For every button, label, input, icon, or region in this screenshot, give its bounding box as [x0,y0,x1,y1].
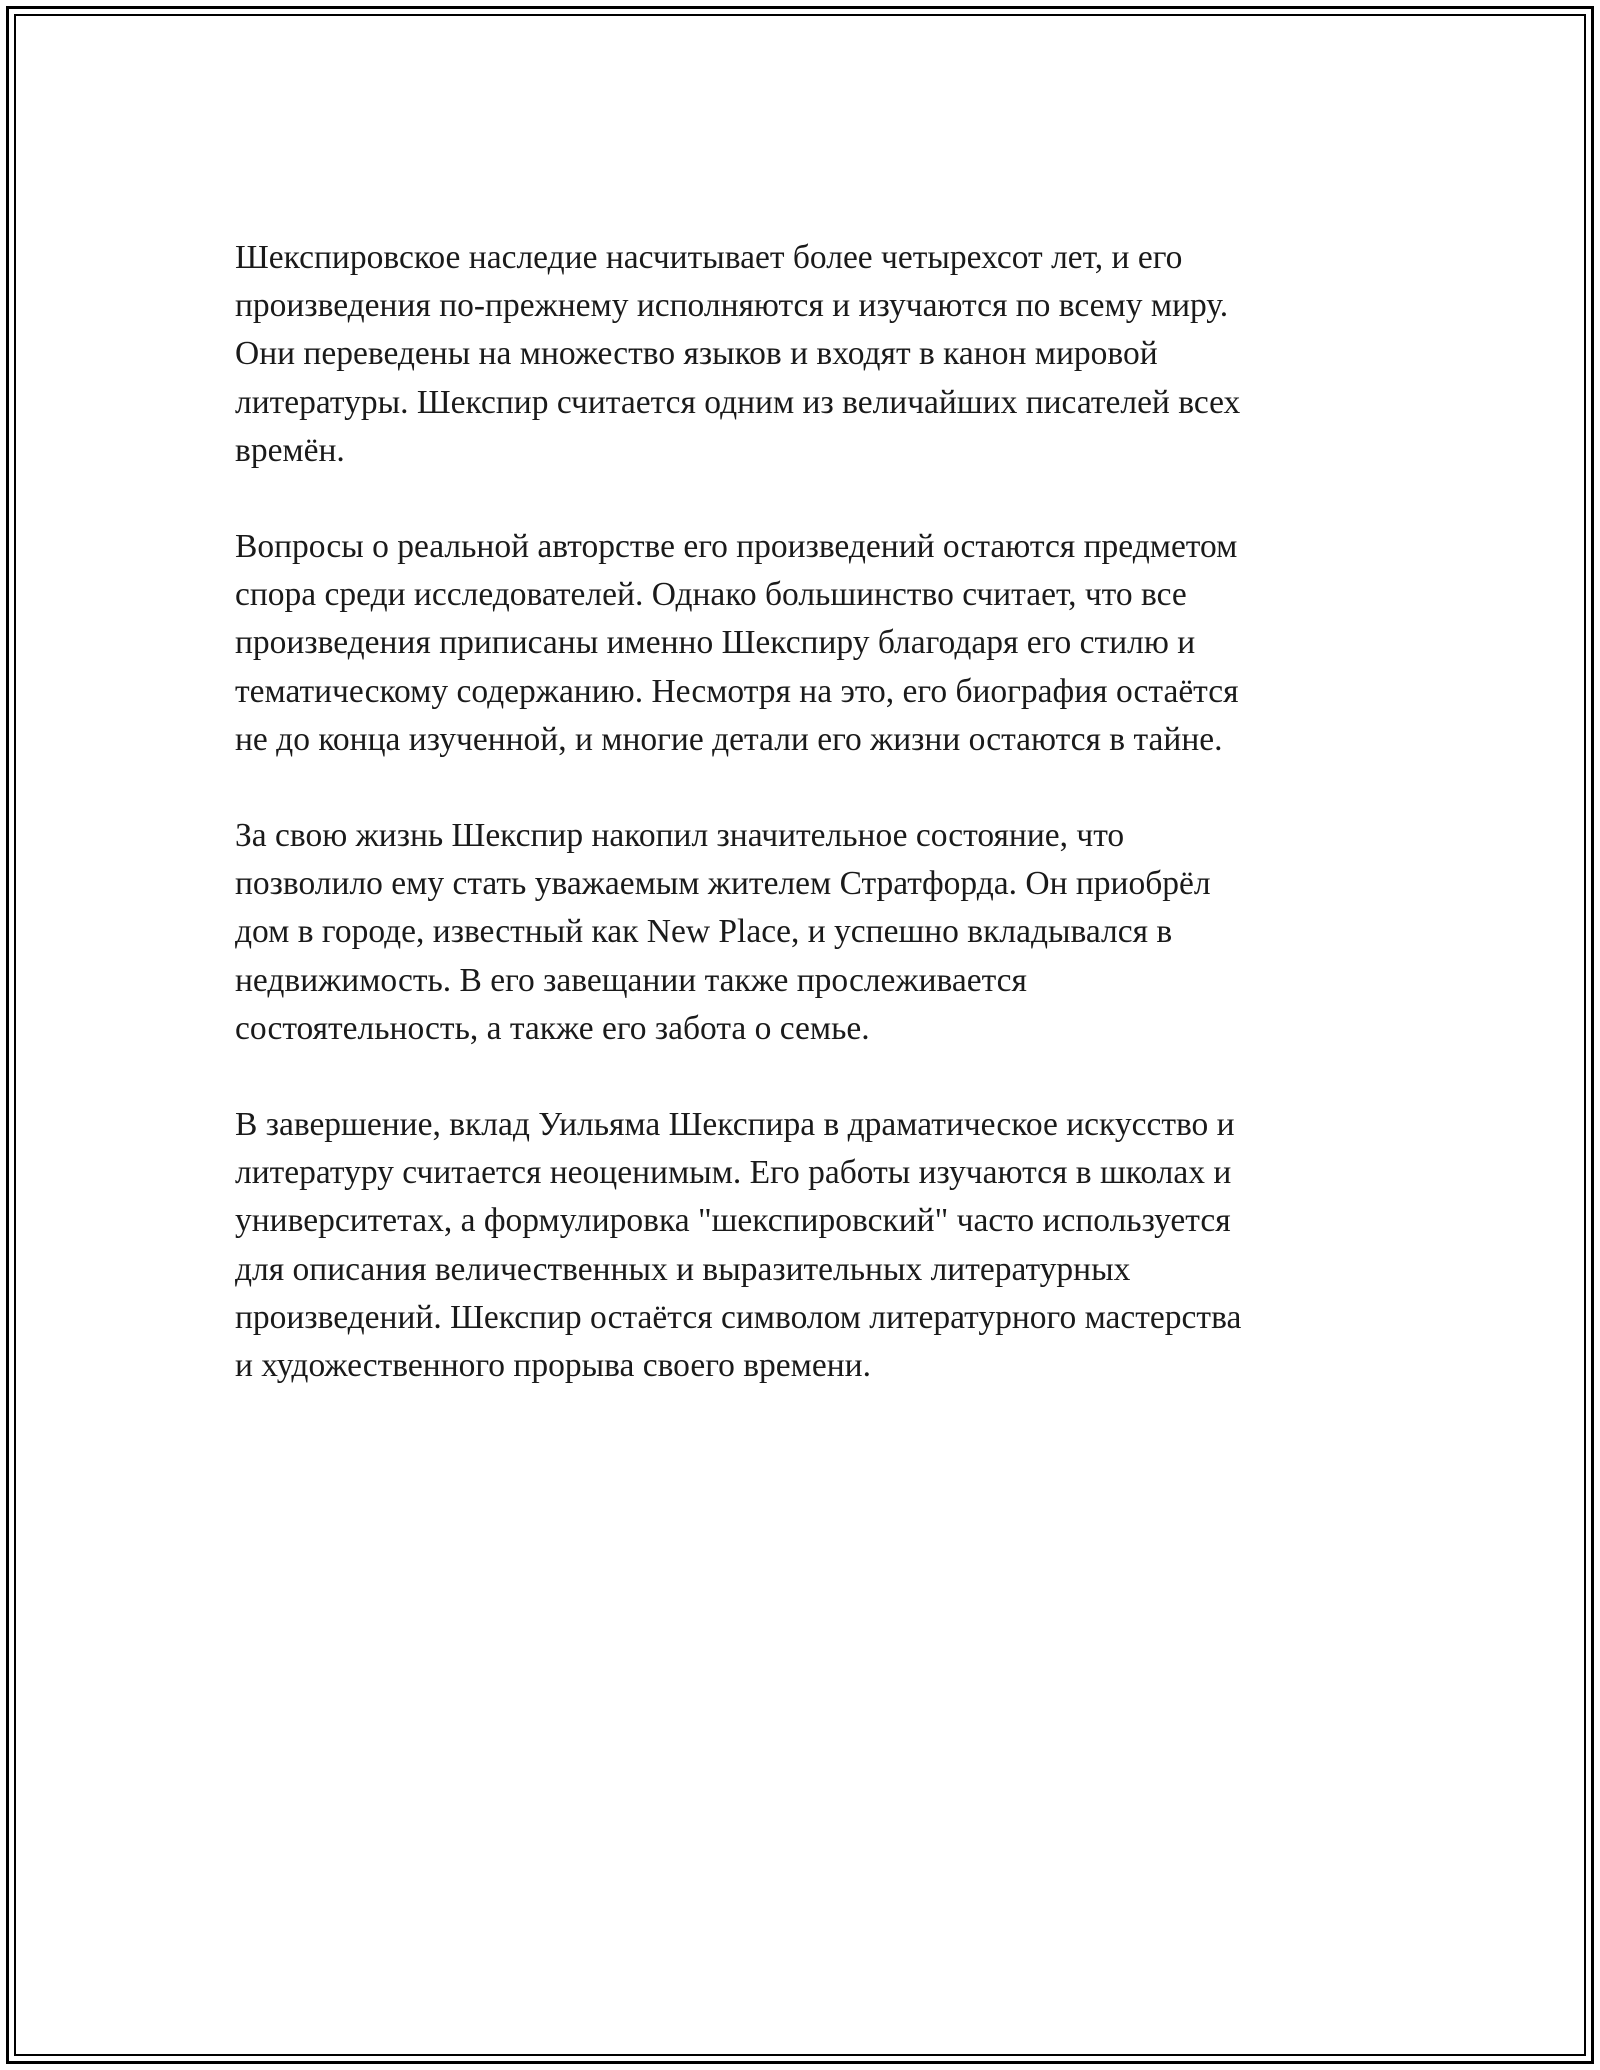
paragraph-4: В завершение, вклад Уильяма Шекспира в драматическое искусство и литературу считается неоценимым. Его работы изучаются в школах и университетах, а формулировка "шекспировский" часто используется для описания величественных и выразительных литературных произведений. Шекспир остаётся символом литературного мастерства и художественного прорыва своего времени. [235,1106,1242,1385]
paragraph-3: За свою жизнь Шекспир накопил значительное состояние, что позволило ему стать уважаемым жителем Стратфорда. Он приобрёл дом в городе, известный как New Place, и успешно вкладывался в недвижимость. В его завещании также прослеживается состоятельность, а также его забота о семье. [235,817,1211,1047]
paragraph-1: Шекспировское наследие насчитывает более четырехсот лет, и его произведения по-прежнему исполняются и изучаются по всему миру. Они переведены на множество языков и входят в канон мировой литературы. Шекспир считается одним из величайших писателей всех времён. [235,239,1241,469]
document-body [235,234,1370,1438]
paragraph-2: Вопросы о реальной авторстве его произведений остаются предметом спора среди исследователей. Однако большинство считает, что все произведения приписаны именно Шекспиру благодаря его стилю и тематическому содержанию. Несмотря на это, его биография остаётся не до конца изученной, и многие детали его жизни остаются в тайне. [235,528,1239,758]
